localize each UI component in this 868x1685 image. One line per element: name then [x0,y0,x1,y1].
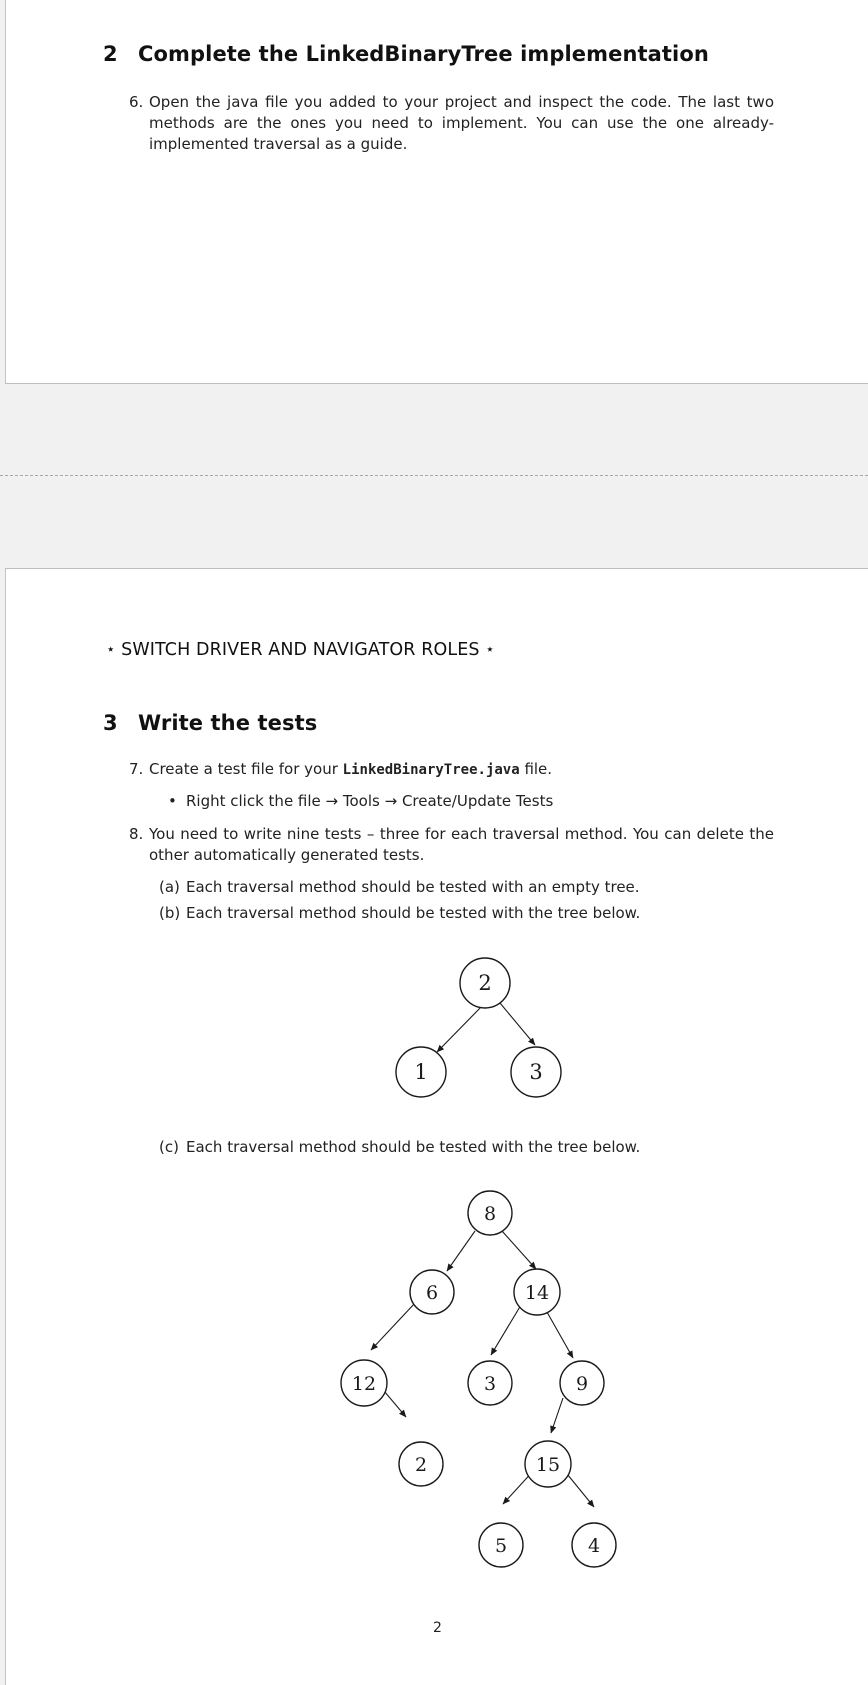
tree1-edge-2-1 [437,1003,485,1052]
tree1-label-3: 3 [529,1060,543,1084]
item-8a-label: (a) [159,878,180,896]
tree2-edge-14-3 [491,1305,521,1355]
tree2-label-6: 6 [425,1282,439,1304]
tree2-label-3: 3 [483,1373,497,1395]
item-8b-label: (b) [159,904,181,922]
item-8c [159,1137,759,1161]
item-8-label: 8. [129,825,144,843]
tree2-label-8: 8 [483,1203,497,1225]
tree1-label-1: 1 [414,1060,428,1084]
item-6-text: Open the java file you added to your project and inspect the code. The last two methods are the ones you need to implement. You can use the one already-implemented traversal as a guide. [149,93,774,153]
item-8c-text: Each traversal method should be tested with the tree below. [186,1138,641,1156]
item-8a-text: Each traversal method should be tested with an empty tree. [186,878,640,896]
page-separator [0,475,868,476]
item-7-bullet [168,791,768,815]
switch-roles-line [106,640,495,660]
item-7-label: 7. [129,760,144,778]
tree2-label-12: 12 [351,1373,377,1395]
tree2-label-15: 15 [535,1454,561,1476]
item-7-text-after: file. [519,760,553,778]
section-2-heading [103,42,709,66]
tree2-edge-8-6 [447,1231,475,1271]
tree1-edge-2-3 [500,1003,535,1045]
tree2-label-4: 4 [587,1535,601,1557]
tree2-edge-6-12 [371,1303,415,1350]
tree2-label-9: 9 [575,1373,589,1395]
star-icon: ⋆ [485,640,495,658]
star-icon: ⋆ [106,640,116,658]
item-8c-label: (c) [159,1138,179,1156]
tree2-edge-8-14 [502,1231,536,1269]
item-8a [159,877,759,901]
item-7-text-before: Create a test file for your [149,760,343,778]
item-8b-text: Each traversal method should be tested with the tree below. [186,904,641,922]
bullet-icon: • [168,792,177,810]
tree2-label-14: 14 [524,1282,550,1304]
section-3-heading [103,711,317,735]
item-8b [159,903,759,927]
tree1-label-2: 2 [478,971,492,995]
section-3-number: 3 [103,711,118,735]
section-3-title: Write the tests [138,711,318,735]
tree-diagram-1 [380,950,580,1110]
tree-diagram-2 [300,1180,640,1580]
section-2-number: 2 [103,42,118,66]
item-7 [129,759,774,783]
item-7-bullet-text: Right click the file → Tools → Create/Update Tests [186,792,554,810]
item-6-label: 6. [129,93,144,111]
item-7-code: LinkedBinaryTree.java [342,762,520,778]
item-8 [129,824,774,868]
tree2-edge-9-15 [551,1398,563,1433]
tree2-label-5: 5 [494,1535,508,1557]
section-2-title: Complete the LinkedBinaryTree implementation [138,42,709,66]
page-number: 2 [433,1620,442,1636]
item-8-text: You need to write nine tests – three for each traversal method. You can delete the other automatically generated tests. [149,825,774,864]
tree2-label-2: 2 [414,1454,428,1476]
switch-roles-text: SWITCH DRIVER AND NAVIGATOR ROLES [121,640,480,660]
